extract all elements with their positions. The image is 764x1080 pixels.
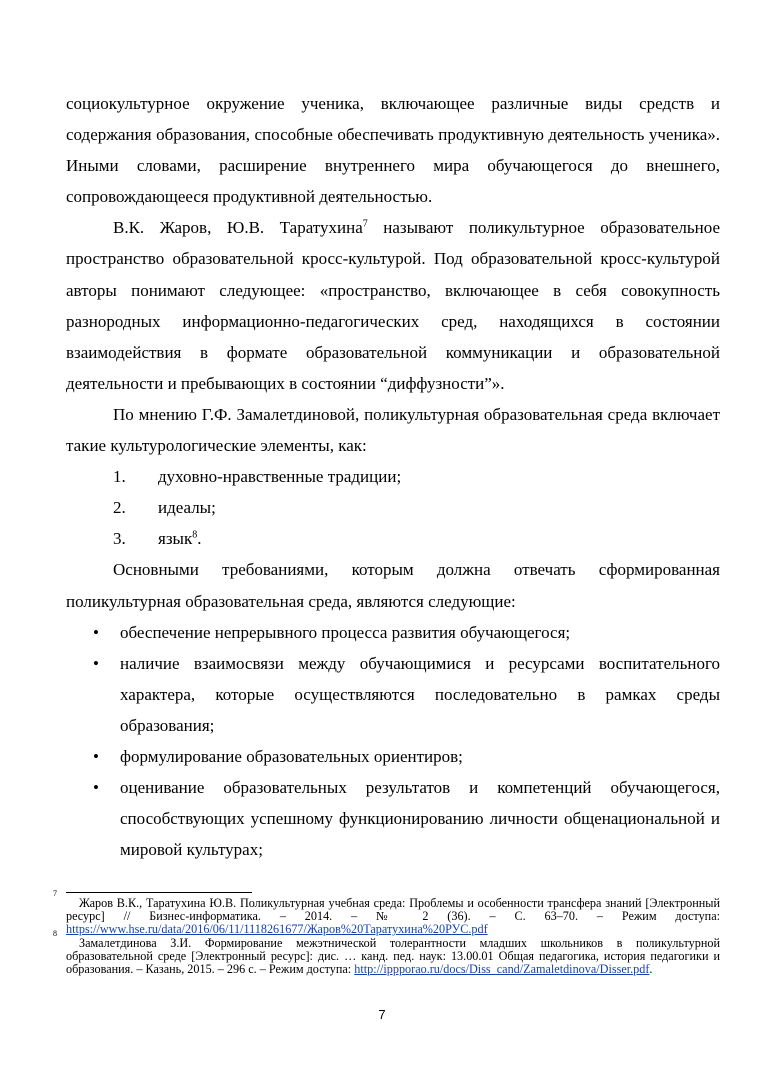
list-item	[66, 523, 720, 554]
footnote-divider	[66, 892, 252, 893]
bullet-icon: •	[93, 778, 99, 798]
footnote-text: Замалетдинова З.И. Формирование межэтнической толерантности младших школьников в поликультурной образовательной среде [Электронный ресурс]: дис. … канд. пед. наук: 13.00.01 Общая педагогика, история педагогики и образования. – Казань, 2015. – 296 с. – Режим доступа:	[66, 935, 720, 977]
list-item	[66, 461, 720, 492]
bullet-item	[66, 648, 720, 741]
footnote-8: 8 Замалетдинова З.И. Формирование межэтнической толерантности младших школьников в поликультурной образовательной среде [Электронный ресурс]: дис. … канд. пед. наук: 13.00.01 Общая педагогика, история педагогики и образования. – Казань, 2015. – 296 с. – Режим доступа: http://ippporao.ru/docs/Diss_cand/Zamaletdinova/Disser.pdf.	[53, 928, 720, 977]
list-item-text: духовно-нравственные традиции;	[158, 467, 402, 487]
bullet-item-text: обеспечение непрерывного процесса развития обучающегося;	[120, 622, 571, 642]
bullet-item	[66, 772, 720, 865]
bullet-item-text: наличие взаимосвязи между обучающимися и ресурсами воспитательного характера, которые осуществляются последовательно в рамках среды образования;	[120, 653, 720, 735]
main-text	[66, 88, 720, 865]
paragraph-text: называют поликультурное образовательное пространство образовательной кросс-культурой. Под образовательной кросс-культурой авторы понимают следующее: «пространство, включающее в себя совокупность разнородных информационно-педагогических сред, находящихся в состоянии взаимодействия в формате образовательной коммуникации и образовательной деятельности и пребывающих в состоянии “диффузности”».	[66, 218, 720, 393]
bullet-icon: •	[93, 653, 99, 673]
footnote-link[interactable]: https://www.hse.ru/data/2016/06/11/1118261677/Жаров%20Таратухина%20РУС.pdf	[66, 922, 488, 937]
list-number: 2.	[113, 498, 126, 518]
list-number: 1.	[113, 467, 126, 487]
bullet-item	[66, 617, 720, 648]
list-item-text: язык	[158, 529, 193, 549]
ordered-list	[66, 461, 720, 554]
bullet-icon: •	[93, 622, 99, 642]
paragraph-zharov	[66, 212, 720, 399]
bullet-item-text: оценивание образовательных результатов и компетенций обучающегося, способствующих успешному функционированию личности общенациональной и мировой культурах;	[120, 778, 720, 860]
page-number: 7	[378, 1007, 386, 1022]
list-number: 3.	[113, 529, 126, 549]
footnote-ref-7[interactable]: 7	[362, 218, 368, 230]
bullet-icon: •	[93, 746, 99, 766]
paragraph-text: В.К. Жаров, Ю.В. Таратухина	[113, 218, 363, 238]
bullet-list	[66, 617, 720, 866]
bullet-item-text: формулирование образовательных ориентиров;	[120, 746, 463, 766]
list-item-tail: .	[197, 529, 202, 549]
footnotes	[53, 889, 720, 977]
footnote-ref-8[interactable]: 8	[192, 529, 198, 541]
list-item	[66, 492, 720, 523]
footnote-text: Жаров В.К., Таратухина Ю.В. Поликультурная учебная среда: Проблемы и особенности трансфера знаний [Электронный ресурс] // Бизнес-информатика. – 2014. – № 2 (36). – С. 63–70. – Режим доступа:	[66, 896, 720, 924]
paragraph-requirements: Основными требованиями, которым должна отвечать сформированная поликультурная образовательная среда, являются следующие:	[66, 560, 720, 611]
list-item-text: идеалы;	[158, 498, 216, 518]
footnote-link-tail: .	[649, 962, 653, 977]
paragraph-zamaletdinova: По мнению Г.Ф. Замалетдиновой, поликультурная образовательная среда включает такие культурологические элементы, как:	[66, 404, 720, 456]
bullet-item	[66, 741, 720, 772]
footnote-7: 7 Жаров В.К., Таратухина Ю.В. Поликультурная учебная среда: Проблемы и особенности трансфера знаний [Электронный ресурс] // Бизнес-информатика. – 2014. – № 2 (36). – С. 63–70. – Режим доступа: https://www.hse.ru/data/2016/06/11/1118261677/Жаров%20Таратухина%20РУС.pdf	[53, 889, 720, 937]
paragraph-continuation: социокультурное окружение ученика, включающее различные виды средств и содержания образования, способные обеспечивать продуктивную деятельность ученика». Иными словами, расширение внутреннего мира обучающегося до внешнего, сопровождающееся продуктивной деятельностью.	[66, 94, 720, 207]
footnote-link[interactable]: http://ippporao.ru/docs/Diss_cand/Zamaletdinova/Disser.pdf	[354, 962, 650, 977]
